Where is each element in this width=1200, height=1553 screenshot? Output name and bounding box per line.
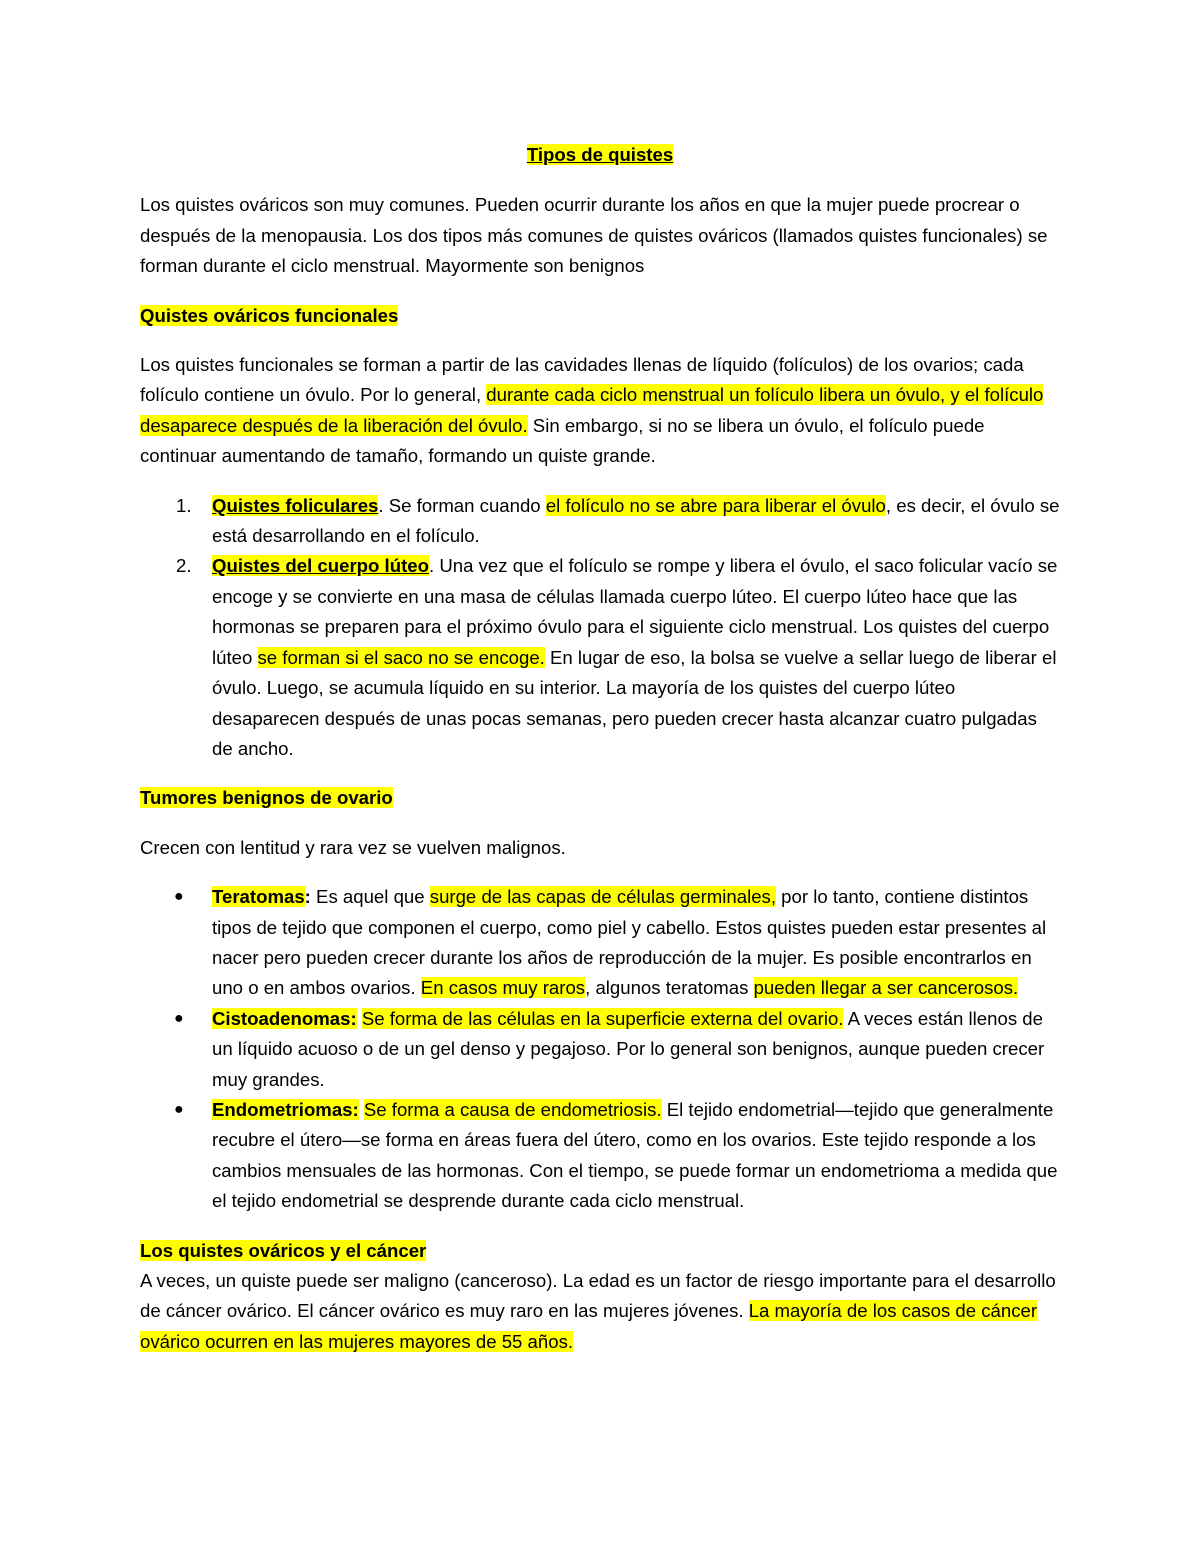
list-item: ● Teratomas: Es aquel que surge de las capas de células germinales, por lo tanto, contiene distintos tipos de tejido que componen el cuerpo, como piel y cabello. Estos quistes pueden estar presentes al nacer pero pueden crecer durante los años de reproducción de la mujer. Es posible encontrarlos en uno o en ambos ovarios. En casos muy raros, algunos teratomas pueden llegar a ser cancerosos. xyxy=(140,882,1060,1004)
document-body xyxy=(140,140,1060,1357)
benign-tumors-paragraph: Crecen con lentitud y rara vez se vuelven malignos. xyxy=(140,836,566,858)
section-heading-functional-cysts: Quistes ováricos funcionales xyxy=(140,304,399,326)
document-title: Tipos de quistes xyxy=(526,144,674,165)
highlight: se forman si el saco no se encoge. xyxy=(257,646,545,668)
list-term: Teratomas xyxy=(212,886,305,908)
list-item: ● Endometriomas: Se forma a causa de endometriosis. El tejido endometrial—tejido que generalmente recubre el útero—se forma en áreas fuera del útero, como en los ovarios. Este tejido responde a los cambios mensuales de las hormonas. Con el tiempo, se puede formar un endometrioma a medida que el tejido endometrial se desprende durante cada ciclo menstrual. xyxy=(140,1095,1060,1217)
highlight: el folículo no se abre para liberar el óvulo xyxy=(545,494,886,516)
functional-cysts-list xyxy=(140,491,1060,765)
list-term: Endometriomas: xyxy=(212,1098,359,1120)
list-item: 2. Quistes del cuerpo lúteo. Una vez que el folículo se rompe y libera el óvulo, el saco folicular vacío se encoge y se convierte en una masa de células llamada cuerpo lúteo. El cuerpo lúteo hace que las hormonas se preparen para el próximo óvulo para el siguiente ciclo menstrual. Los quistes del cuerpo lúteo se forman si el saco no se encoge. En lugar de eso, la bolsa se vuelve a sellar luego de liberar el óvulo. Luego, se acumula líquido en su interior. La mayoría de los quistes del cuerpo lúteo desaparecen después de unas pocas semanas, pero pueden crecer hasta alcanzar cuatro pulgadas de ancho. xyxy=(140,551,1060,764)
highlight: durante cada ciclo menstrual un folículo libera un óvulo, y el folículo desaparece después de la liberación del óvulo. xyxy=(140,384,1044,436)
bullet-icon: ● xyxy=(174,888,184,906)
bullet-icon: ● xyxy=(174,1100,184,1118)
cysts-and-cancer-paragraph: A veces, un quiste puede ser maligno (canceroso). La edad es un factor de riesgo importante para el desarrollo de cáncer ovárico. El cáncer ovárico es muy raro en las mujeres jóvenes. La mayoría de los casos de cáncer ovárico ocurren en las mujeres mayores de 55 años. xyxy=(140,1270,1056,1352)
section-heading-cysts-and-cancer: Los quistes ováricos y el cáncer xyxy=(140,1239,427,1261)
list-number: 2. xyxy=(176,555,192,577)
bullet-icon: ● xyxy=(174,1009,184,1027)
intro-paragraph: Los quistes ováricos son muy comunes. Pueden ocurrir durante los años en que la mujer puede procrear o después de la menopausia. Los dos tipos más comunes de quistes ováricos (llamados quistes funcionales) se forman durante el ciclo menstrual. Mayormente son benignos xyxy=(140,194,1048,277)
functional-cysts-paragraph: Los quistes funcionales se forman a partir de las cavidades llenas de líquido (folículos) de los ovarios; cada folículo contiene un óvulo. Por lo general, durante cada ciclo menstrual un folículo libera un óvulo, y el folículo desaparece después de la liberación del óvulo. Sin embargo, si no se libera un óvulo, el folículo puede continuar aumentando de tamaño, formando un quiste grande. xyxy=(140,354,1044,467)
list-number: 1. xyxy=(176,494,192,516)
highlight: En casos muy raros xyxy=(420,977,586,999)
list-term: Quistes foliculares xyxy=(212,494,379,516)
list-item: 1. Quistes foliculares. Se forman cuando el folículo no se abre para liberar el óvulo, es decir, el óvulo se está desarrollando en el folículo. xyxy=(140,491,1060,552)
highlight: Se forma a causa de endometriosis. xyxy=(363,1098,662,1120)
list-term: Quistes del cuerpo lúteo xyxy=(212,555,429,577)
section-heading-benign-tumors: Tumores benignos de ovario xyxy=(140,787,393,809)
list-item: ● Cistoadenomas: Se forma de las células en la superficie externa del ovario. A veces están llenos de un líquido acuoso o de un gel denso y pegajoso. Por lo general son benignos, aunque pueden crecer muy grandes. xyxy=(140,1004,1060,1095)
highlight: surge de las capas de células germinales, xyxy=(429,886,777,908)
list-term: Cistoadenomas: xyxy=(212,1007,357,1029)
highlight: Se forma de las células en la superficie externa del ovario. xyxy=(361,1007,844,1029)
benign-tumors-list xyxy=(140,882,1060,1216)
highlight: pueden llegar a ser cancerosos. xyxy=(753,977,1019,999)
highlight: La mayoría de los casos de cáncer ovárico ocurren en las mujeres mayores de 55 años. xyxy=(140,1300,1038,1352)
